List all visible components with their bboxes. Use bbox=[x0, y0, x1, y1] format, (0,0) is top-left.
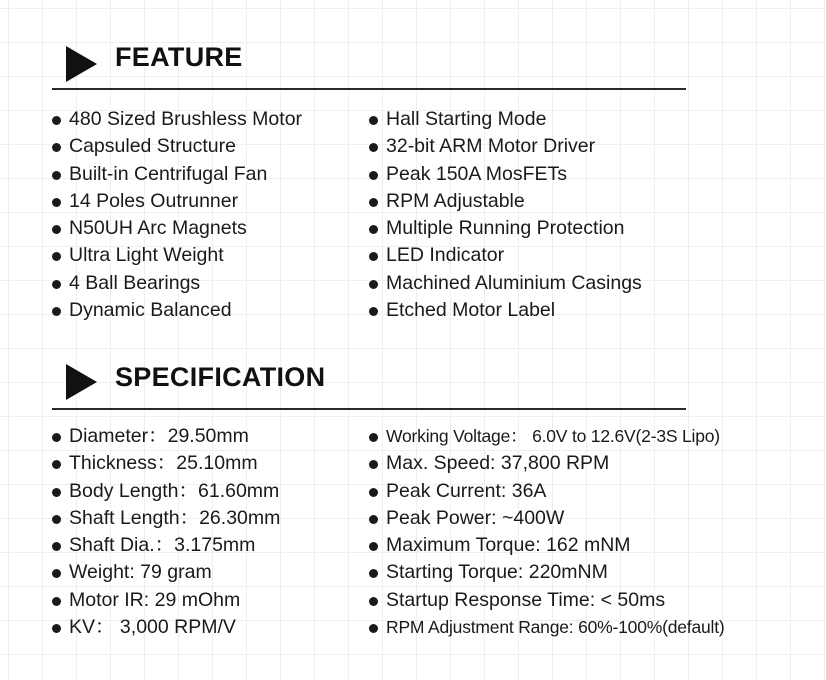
feature-item: Built-in Centrifugal Fan bbox=[52, 161, 302, 188]
feature-item: RPM Adjustable bbox=[369, 188, 642, 215]
spec-item-max-speed: Max. Speed: 37,800 RPM bbox=[369, 450, 725, 477]
spec-item-rpm-adjustment: RPM Adjustment Range: 60%-100%(default) bbox=[369, 614, 725, 641]
feature-item: LED Indicator bbox=[369, 242, 642, 269]
feature-item: N50UH Arc Magnets bbox=[52, 215, 302, 242]
feature-item: Peak 150A MosFETs bbox=[369, 161, 642, 188]
spec-item-shaft-dia: Shaft Dia.：3.175mm bbox=[52, 532, 280, 559]
spec-item-starting-torque: Starting Torque: 220mNM bbox=[369, 559, 725, 586]
spec-item-working-voltage: Working Voltage： 6.0V to 12.6V(2-3S Lipo) bbox=[369, 423, 725, 450]
feature-item: Capsuled Structure bbox=[52, 133, 302, 160]
feature-list-left bbox=[52, 106, 302, 324]
feature-list-right bbox=[369, 106, 642, 324]
play-arrow-icon bbox=[66, 364, 97, 400]
feature-item: Machined Aluminium Casings bbox=[369, 270, 642, 297]
spec-item-peak-current: Peak Current: 36A bbox=[369, 478, 725, 505]
specification-section-header bbox=[52, 360, 686, 410]
feature-item: 14 Poles Outrunner bbox=[52, 188, 302, 215]
spec-item-body-length: Body Length：61.60mm bbox=[52, 478, 280, 505]
feature-item: Multiple Running Protection bbox=[369, 215, 642, 242]
feature-item: Etched Motor Label bbox=[369, 297, 642, 324]
feature-item: Ultra Light Weight bbox=[52, 242, 302, 269]
spec-item-max-torque: Maximum Torque: 162 mNM bbox=[369, 532, 725, 559]
spec-item-thickness: Thickness：25.10mm bbox=[52, 450, 280, 477]
specification-title: SPECIFICATION bbox=[115, 362, 326, 392]
spec-item-shaft-length: Shaft Length：26.30mm bbox=[52, 505, 280, 532]
spec-item-peak-power: Peak Power: ~400W bbox=[369, 505, 725, 532]
feature-item: Hall Starting Mode bbox=[369, 106, 642, 133]
feature-title: FEATURE bbox=[115, 42, 243, 72]
play-arrow-icon bbox=[66, 46, 97, 82]
spec-list-right bbox=[369, 423, 725, 641]
spec-list-left bbox=[52, 423, 280, 641]
spec-item-startup-response: Startup Response Time: < 50ms bbox=[369, 587, 725, 614]
spec-item-motor-ir: Motor IR: 29 mOhm bbox=[52, 587, 280, 614]
feature-section-header bbox=[52, 40, 686, 90]
feature-item: 480 Sized Brushless Motor bbox=[52, 106, 302, 133]
feature-item: 32-bit ARM Motor Driver bbox=[369, 133, 642, 160]
feature-item: 4 Ball Bearings bbox=[52, 270, 302, 297]
spec-item-diameter: Diameter：29.50mm bbox=[52, 423, 280, 450]
spec-item-weight: Weight: 79 gram bbox=[52, 559, 280, 586]
spec-item-kv: KV： 3,000 RPM/V bbox=[52, 614, 280, 641]
feature-item: Dynamic Balanced bbox=[52, 297, 302, 324]
